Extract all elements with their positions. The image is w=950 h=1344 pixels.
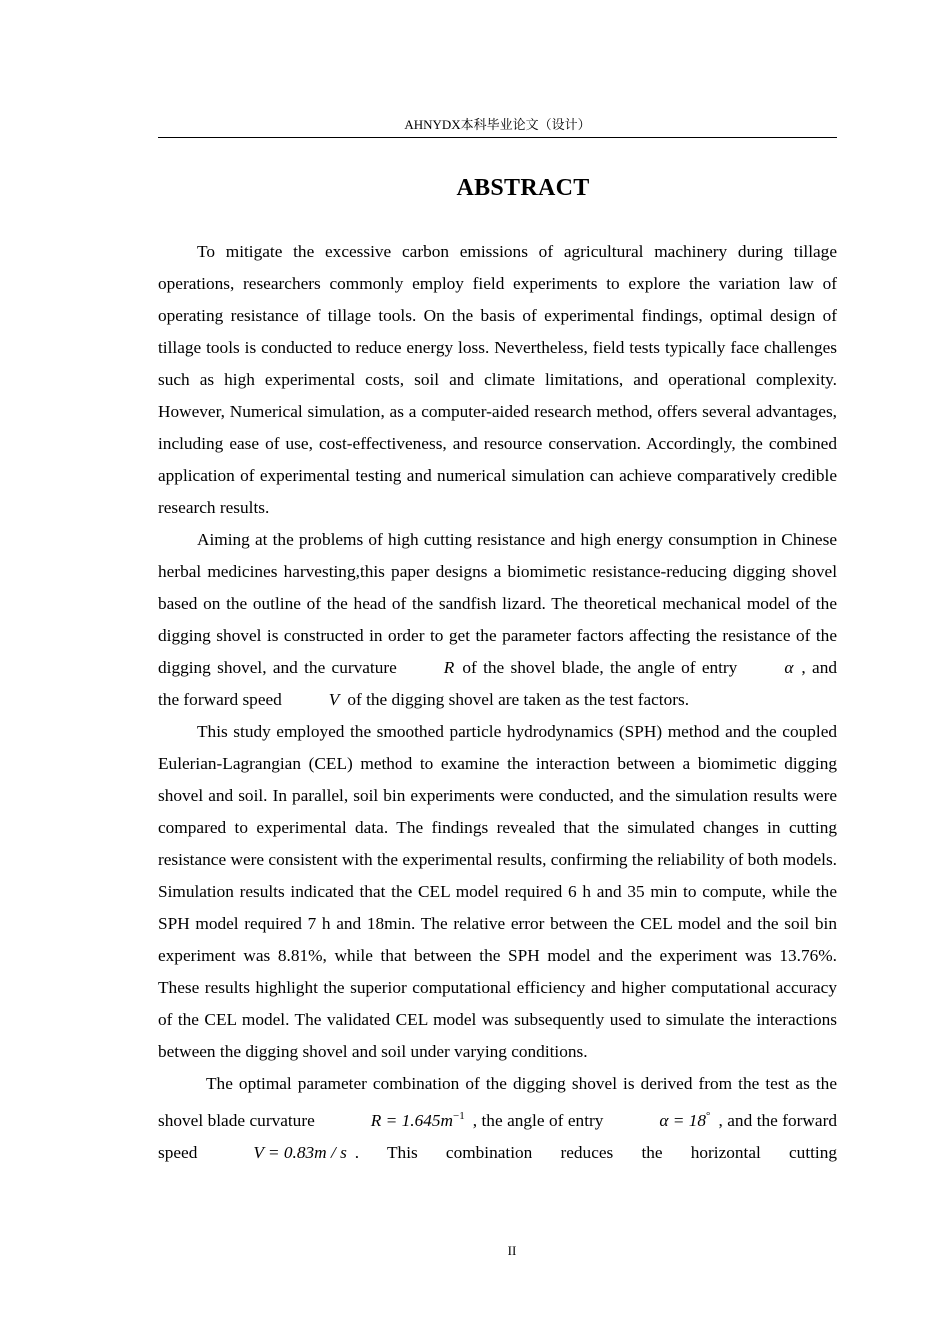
abstract-title: ABSTRACT <box>456 175 590 201</box>
equation-curvature-exponent: −1 <box>452 1110 465 1122</box>
equation-entry-angle <box>611 1100 710 1137</box>
paragraph-2-text-3: , and the forward speed <box>158 658 837 709</box>
symbol-r: R <box>443 658 455 677</box>
equation-entry-angle-degree: ° <box>706 1110 711 1122</box>
paragraph-2-text-2: of the shovel blade, the angle of entry <box>462 658 738 677</box>
paragraph-4-text-1: The optimal parameter combination of the digging shovel is derived from the test as the shovel blade curvature <box>158 1074 837 1130</box>
header-rule <box>158 137 837 138</box>
paragraph-1: To mitigate the excessive carbon emissions of agricultural machinery during tillage operations, researchers commonly employ field experiments to explore the variation law of operating resistance of tillage tools. On the basis of experimental findings, optimal design of tillage tools is conducted to reduce energy loss. Nevertheless, field tests typically face challenges such as high experimental costs, soil and climate limitations, and operational complexity. However, Numerical simulation, as a computer-aided research method, offers several advantages, including ease of use, cost-effectiveness, and resource conservation. Accordingly, the combined application of experimental testing and numerical simulation can achieve comparatively credible research results. <box>158 242 837 517</box>
abstract-body <box>158 236 837 1169</box>
paragraph-2-text-4: of the digging shovel are taken as the test factors. <box>347 690 690 709</box>
paragraph-4-text-4: . This combination reduces the horizontal cutting <box>354 1143 837 1162</box>
paragraph-3: This study employed the smoothed particle hydrodynamics (SPH) method and the coupled Eulerian-Lagrangian (CEL) method to examine the interaction between a biomimetic digging shovel and soil. In parallel, soil bin experiments were conducted, and the simulation results were compared to experimental data. The findings revealed that the simulated changes in cutting resistance were consistent with the experimental results, confirming the reliability of both models. Simulation results indicated that the CEL model required 6 h and 35 min to compute, while the SPH model required 7 h and 18min. The relative error between the CEL model and the soil bin experiment was 8.81%, while that between the SPH model and the experiment was 13.76%. These results highlight the superior computational efficiency and higher computational accuracy of the CEL model. The validated CEL model was subsequently used to simulate the interactions between the digging shovel and soil under varying conditions. <box>158 722 837 1061</box>
paragraph-2-text-1: Aiming at the problems of high cutting resistance and high energy consumption in Chinese herbal medicines harvesting,this paper designs a biomimetic resistance-reducing digging shovel based on the outline of the head of the sandfish lizard. The theoretical mechanical model of the digging shovel is constructed in order to get the parameter factors affecting the resistance of the digging shovel, and the curvature <box>158 530 837 677</box>
equation-curvature-body: R = 1.645m <box>370 1111 453 1130</box>
paragraph-2 <box>158 524 837 716</box>
paragraph-4 <box>158 1068 837 1169</box>
paragraph-4-text-2: , the angle of entry <box>472 1111 604 1130</box>
symbol-v: V <box>328 690 340 709</box>
equation-forward-speed: V = 0.83m / s <box>253 1143 347 1162</box>
paragraph-4-text-3: , and the forward speed <box>158 1111 837 1162</box>
page-number: II <box>507 1243 517 1258</box>
equation-curvature <box>323 1100 465 1137</box>
symbol-alpha: α <box>784 658 794 677</box>
running-header: AHNYDX本科毕业论文（设计） <box>404 117 591 132</box>
equation-entry-angle-body: α = 18 <box>659 1111 707 1130</box>
